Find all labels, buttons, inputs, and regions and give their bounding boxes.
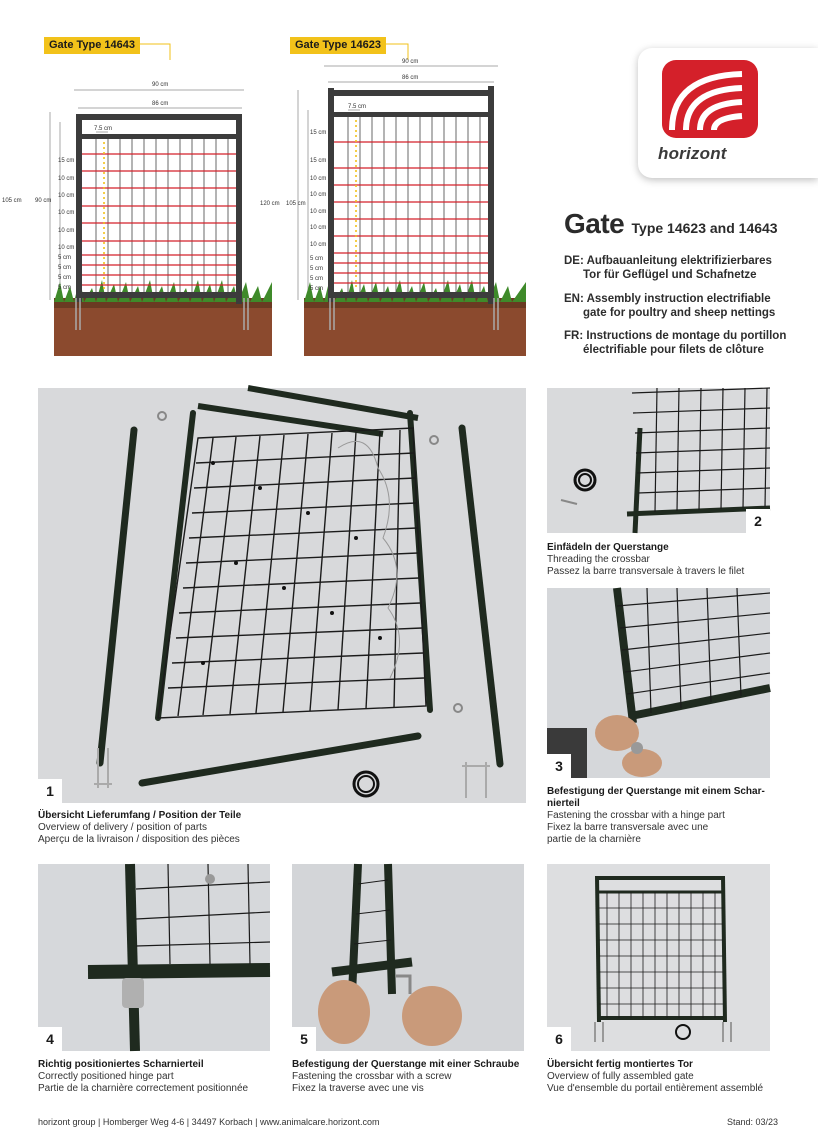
spacing-label: 5 cm xyxy=(310,266,324,272)
parts-layout-illustration xyxy=(38,388,526,803)
caption-fr: Vue d'ensemble du portail entièrement assemblé xyxy=(547,1083,764,1094)
gate-type-tag-1: Gate Type 14643 xyxy=(44,37,140,54)
caption-fr: Passez la barre transversale à travers le filet xyxy=(547,566,745,577)
step-2-number: 2 xyxy=(746,509,770,533)
lang-line2: électrifiable pour filets de clôture xyxy=(583,344,764,356)
footer-address: horizont group | Homberger Weg 4-6 | 34497 Korbach | www.animalcare.horizont.com xyxy=(38,1117,380,1127)
step-2-photo xyxy=(547,388,770,533)
spacing-label: 10 cm xyxy=(58,210,75,216)
spacing-label: 10 cm xyxy=(58,228,75,234)
screw-fastening-illustration xyxy=(292,864,524,1051)
caption-en: Overview of delivery / position of parts xyxy=(38,822,207,833)
caption-en: Fastening the crossbar with a screw xyxy=(292,1071,452,1082)
caption-de: Befestigung der Querstange mit einer Schraube xyxy=(292,1059,520,1070)
inner-width-label: 86 cm xyxy=(402,75,419,81)
step-3-number: 3 xyxy=(547,754,571,778)
spacing-label: 10 cm xyxy=(310,192,327,198)
spacing-label: 10 cm xyxy=(58,245,75,251)
step-4-photo xyxy=(38,864,270,1051)
caption-en: Overview of fully assembled gate xyxy=(547,1071,694,1082)
spacing-label: 5 cm xyxy=(58,285,72,291)
caption-fr-line1: Fixez la barre transversale avec une xyxy=(547,822,709,833)
hinge-fastening-illustration xyxy=(547,588,770,778)
gate-type-tag-2: Gate Type 14623 xyxy=(290,37,386,54)
spacing-label: 15 cm xyxy=(310,130,327,136)
title-sub: Type 14623 and 14643 xyxy=(631,220,778,236)
step-2-caption xyxy=(547,542,744,578)
lang-line2: gate for poultry and sheep nettings xyxy=(583,307,776,319)
caption-de: Übersicht fertig montiertes Tor xyxy=(547,1059,693,1070)
step-1-number: 1 xyxy=(38,779,62,803)
spacing-label: 5 cm xyxy=(310,256,324,262)
step-6-number: 6 xyxy=(547,1027,571,1051)
inner-height-label: 105 cm xyxy=(286,201,306,207)
spacing-label: 5 cm xyxy=(58,265,72,271)
spacing-label: 10 cm xyxy=(58,176,75,182)
caption-de: Übersicht Lieferumfang / Position der Teile xyxy=(38,810,242,821)
spacing-label: 10 cm xyxy=(310,209,327,215)
spacing-label: 5 cm xyxy=(58,275,72,281)
spacing-label: 15 cm xyxy=(58,158,75,164)
title-main: Gate xyxy=(564,208,625,239)
assembled-gate-illustration xyxy=(547,864,770,1051)
caption-en: Threading the crossbar xyxy=(547,554,650,565)
mesh-width-label: 7.5 cm xyxy=(94,126,113,132)
step-6-photo xyxy=(547,864,770,1051)
lang-fr xyxy=(564,329,786,357)
caption-de-line2: nierteil xyxy=(547,798,580,809)
outer-width-label: 90 cm xyxy=(152,82,169,88)
logo-wordmark: horizont xyxy=(658,144,727,163)
spacing-label: 5 cm xyxy=(310,276,324,282)
lang-line1: Assembly instruction electrifiable xyxy=(586,293,771,305)
caption-de-line1: Befestigung der Querstange mit einem Schar- xyxy=(547,786,765,797)
caption-de: Einfädeln der Querstange xyxy=(547,542,669,553)
spacing-label: 10 cm xyxy=(310,176,327,182)
gate-diagram-14623 xyxy=(260,50,528,360)
caption-en: Correctly positioned hinge part xyxy=(38,1071,174,1082)
outer-height-label: 105 cm xyxy=(2,198,22,204)
spacing-label: 15 cm xyxy=(310,158,327,164)
lang-code: DE: xyxy=(564,255,584,267)
footer-stand: Stand: 03/23 xyxy=(726,1117,778,1127)
step-6-caption xyxy=(547,1059,763,1095)
mesh-width-label: 7.5 cm xyxy=(348,104,367,110)
step-3-photo xyxy=(547,588,770,778)
inner-height-label: 90 cm xyxy=(35,198,52,204)
lang-line1: Aufbauanleitung elektrifizierbares xyxy=(586,255,772,267)
lang-line1: Instructions de montage du portillon xyxy=(586,330,787,342)
lang-code: FR: xyxy=(564,330,584,342)
gate-diagram-14643 xyxy=(2,50,280,360)
outer-height-label: 120 cm xyxy=(260,201,280,207)
step-4-number: 4 xyxy=(38,1027,62,1051)
caption-de: Richtig positioniertes Scharnierteil xyxy=(38,1059,204,1070)
lang-de xyxy=(564,254,772,282)
step-1-photo xyxy=(38,388,526,803)
step-5-caption xyxy=(292,1059,519,1095)
step-4-caption xyxy=(38,1059,248,1095)
lang-code: EN: xyxy=(564,293,584,305)
spacing-label: 10 cm xyxy=(310,242,327,248)
spacing-label: 5 cm xyxy=(58,255,72,261)
caption-fr: Fixez la traverse avec une vis xyxy=(292,1083,424,1094)
caption-en: Fastening the crossbar with a hinge part xyxy=(547,810,725,821)
spacing-label: 10 cm xyxy=(310,225,327,231)
caption-fr-line2: partie de la charnière xyxy=(547,834,641,845)
step-3-caption xyxy=(547,786,765,846)
page-title xyxy=(564,208,778,240)
caption-fr: Partie de la charnière correctement positionnée xyxy=(38,1083,249,1094)
horizont-logo-icon xyxy=(662,60,758,138)
spacing-label: 10 cm xyxy=(58,193,75,199)
inner-width-label: 86 cm xyxy=(152,101,169,107)
lang-line2: Tor für Geflügel und Schafnetze xyxy=(583,269,757,281)
step-1-caption xyxy=(38,810,241,846)
caption-fr: Aperçu de la livraison / disposition des pièces xyxy=(38,834,240,845)
spacing-label: 5 cm xyxy=(310,286,324,292)
step-5-number: 5 xyxy=(292,1027,316,1051)
threading-illustration xyxy=(547,388,770,533)
lang-en xyxy=(564,292,775,320)
outer-width-label: 90 cm xyxy=(402,59,419,65)
step-5-photo xyxy=(292,864,524,1051)
hinge-position-illustration xyxy=(38,864,270,1051)
